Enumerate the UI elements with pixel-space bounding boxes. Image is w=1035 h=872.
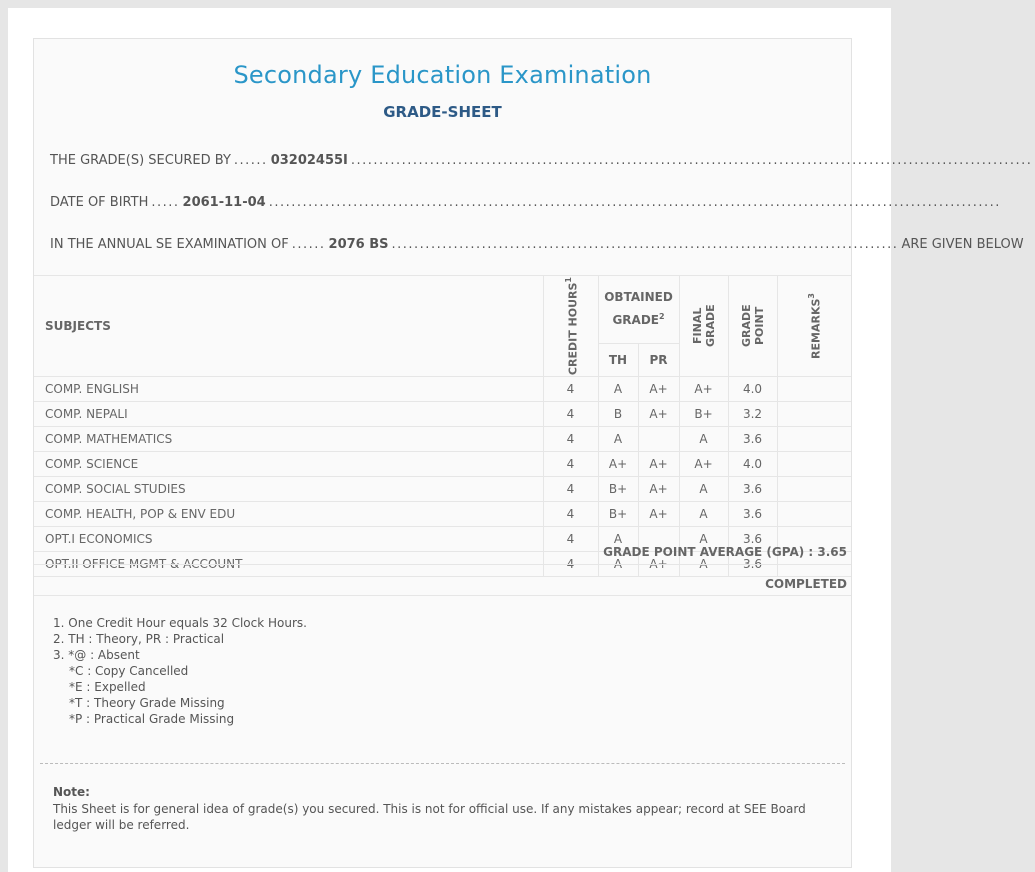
divider [34, 595, 851, 596]
exam-title: Secondary Education Examination [233, 61, 652, 89]
divider [34, 564, 851, 565]
secured-by-line [50, 153, 1033, 173]
leader-dots: ......................................................................................................................... [350, 153, 1033, 168]
pr-grade-cell [638, 427, 679, 452]
footnotes [53, 615, 307, 727]
dob-line [50, 195, 1001, 215]
footnote: *C : Copy Cancelled [69, 664, 189, 678]
footnote: 1. One Credit Hour equals 32 Clock Hours. [53, 616, 307, 630]
remarks-cell [777, 402, 851, 427]
final-grade-cell: A [679, 552, 728, 577]
pr-grade-cell: A+ [638, 402, 679, 427]
leader-dots: .................................................................................................................................. [268, 195, 1001, 210]
th-grade-cell: B+ [598, 502, 638, 527]
subject-cell: COMP. HEALTH, POP & ENV EDU [34, 502, 543, 527]
footnote: 3. *@ : Absent [53, 648, 140, 662]
subject-cell: COMP. SCIENCE [34, 452, 543, 477]
obtained-grade-header: OBTAINED GRADE$^2$ [598, 276, 679, 344]
th-grade-cell: A [598, 552, 638, 577]
date-of-birth: 2061-11-04 [182, 195, 266, 210]
grade-point-cell: 4.0 [728, 452, 777, 477]
pr-grade-cell: A+ [638, 377, 679, 402]
grade-point-header: GRADE POINT [728, 276, 777, 377]
table-row [34, 477, 851, 502]
table-row [34, 377, 851, 402]
grade-point-cell: 4.0 [728, 377, 777, 402]
remarks-cell [777, 377, 851, 402]
th-grade-cell: A [598, 427, 638, 452]
pr-grade-cell: A+ [638, 452, 679, 477]
credit-cell: 4 [543, 552, 598, 577]
dashed-divider [40, 763, 845, 764]
subject-cell: OPT.I ECONOMICS [34, 527, 543, 552]
remarks-cell [777, 502, 851, 527]
subject-cell: COMP. MATHEMATICS [34, 427, 543, 452]
subject-cell: COMP. SOCIAL STUDIES [34, 477, 543, 502]
th-grade-cell: B+ [598, 477, 638, 502]
grade-point-cell: 3.6 [728, 502, 777, 527]
th-grade-cell: B [598, 402, 638, 427]
footnote: *P : Practical Grade Missing [69, 712, 235, 726]
th-header: TH [598, 343, 638, 376]
th-grade-cell: A+ [598, 452, 638, 477]
grade-sheet [33, 38, 1033, 868]
credit-cell: 4 [543, 377, 598, 402]
sheet-subtitle: GRADE-SHEET [383, 103, 502, 121]
th-grade-cell: A [598, 377, 638, 402]
pr-grade-cell: A+ [638, 552, 679, 577]
leader-dots: ..... [151, 195, 180, 210]
table-row [34, 452, 851, 477]
final-grade-cell: A [679, 502, 728, 527]
final-grade-cell: A [679, 477, 728, 502]
grade-point-cell: 3.6 [728, 477, 777, 502]
footnote: *E : Expelled [69, 680, 146, 694]
exam-line [50, 237, 1024, 257]
final-grade-cell: A [679, 427, 728, 452]
credit-cell: 4 [543, 427, 598, 452]
symbol-number: 03202455I [270, 153, 348, 168]
given-below-text: ARE GIVEN BELOW [901, 237, 1024, 252]
credit-cell: 4 [543, 452, 598, 477]
credit-cell: 4 [543, 502, 598, 527]
subjects-header: SUBJECTS [34, 276, 543, 377]
note-title: Note: [53, 785, 90, 799]
pr-header: PR [638, 343, 679, 376]
credit-hours-header: CREDIT HOURS$^1$ [543, 276, 598, 377]
credit-cell: 4 [543, 477, 598, 502]
grade-point-cell: 3.6 [728, 427, 777, 452]
subject-cell: OPT.II OFFICE MGMT & ACCOUNT [34, 552, 543, 577]
result-status: COMPLETED [765, 577, 847, 591]
final-grade-cell: A+ [679, 377, 728, 402]
leader-dots: ...... [233, 153, 268, 168]
secured-by-label: THE GRADE(S) SECURED BY [50, 153, 231, 168]
footnote: *T : Theory Grade Missing [69, 696, 225, 710]
final-grade-header: FINAL GRADE [679, 276, 728, 377]
remarks-cell [777, 477, 851, 502]
grade-point-cell: 3.6 [728, 527, 777, 552]
dob-label: DATE OF BIRTH [50, 195, 149, 210]
leader-dots: .......................................................................................... [391, 237, 899, 252]
footnote: 2. TH : Theory, PR : Practical [53, 632, 225, 646]
remarks-cell [777, 427, 851, 452]
th-grade-cell: A [598, 527, 638, 552]
subject-cell: COMP. NEPALI [34, 402, 543, 427]
table-row [34, 427, 851, 452]
final-grade-cell: A [679, 527, 728, 552]
grade-point-cell: 3.2 [728, 402, 777, 427]
final-grade-cell: B+ [679, 402, 728, 427]
credit-cell: 4 [543, 402, 598, 427]
grade-point-cell: 3.6 [728, 552, 777, 577]
exam-label: IN THE ANNUAL SE EXAMINATION OF [50, 237, 289, 252]
table-row [34, 402, 851, 427]
leader-dots: ...... [291, 237, 326, 252]
pr-grade-cell: A+ [638, 477, 679, 502]
remarks-cell [777, 452, 851, 477]
pr-grade-cell: A+ [638, 502, 679, 527]
remarks-header: REMARKS$^3$ [777, 276, 851, 377]
exam-year: 2076 BS [328, 237, 389, 252]
grades-table [34, 275, 851, 577]
table-row [34, 502, 851, 527]
note-body: This Sheet is for general idea of grade(s) you secured. This is not for official use. If any mistakes appear; record at SEE Board ledger will be referred. [53, 802, 806, 832]
credit-cell: 4 [543, 527, 598, 552]
gpa-summary: GRADE POINT AVERAGE (GPA) : 3.65 [603, 545, 847, 559]
subject-cell: COMP. ENGLISH [34, 377, 543, 402]
final-grade-cell: A+ [679, 452, 728, 477]
